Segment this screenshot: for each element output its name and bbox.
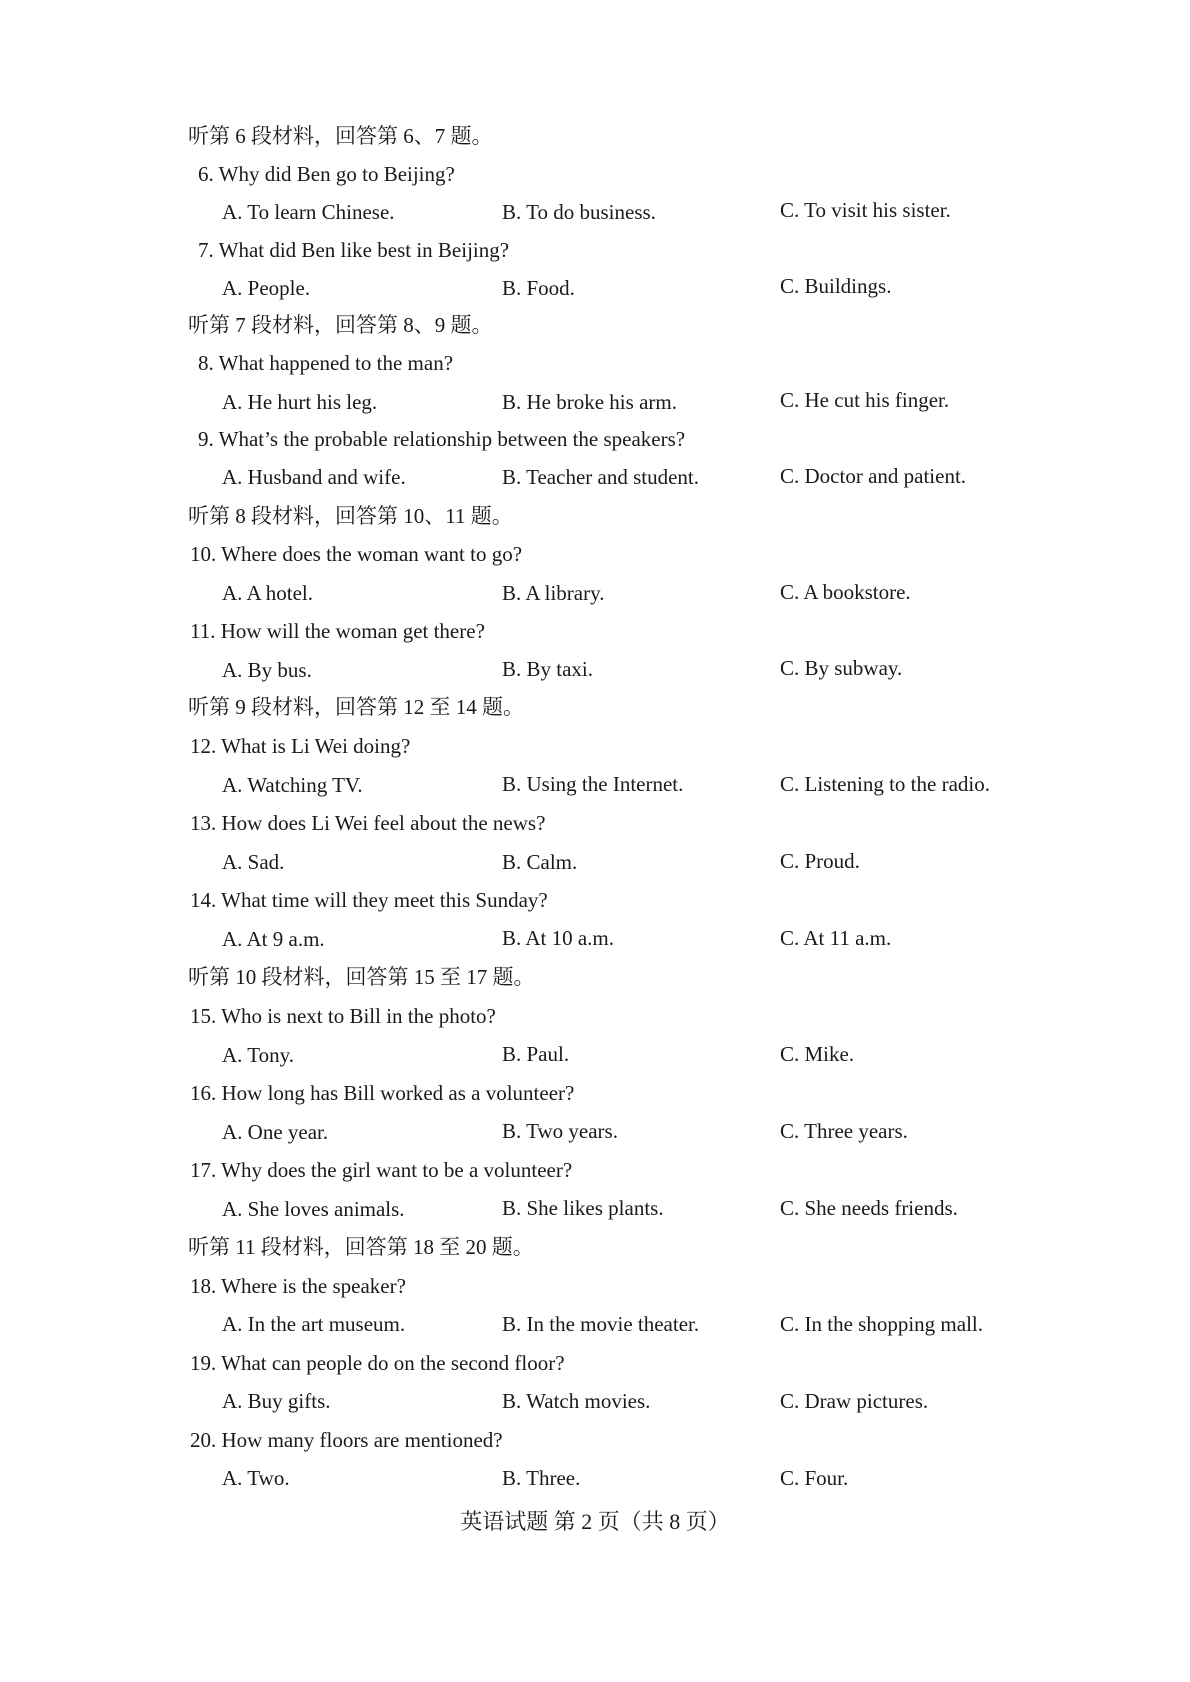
question-stem: 11. How will the woman get there? [190, 619, 485, 643]
question-stem: 20. How many floors are mentioned? [190, 1428, 503, 1452]
option-c: C. He cut his finger. [780, 388, 950, 412]
option-c: C. Draw pictures. [780, 1389, 929, 1413]
option-a: A. She loves animals. [222, 1197, 405, 1221]
option-a: A. One year. [222, 1120, 329, 1144]
question-stem: 19. What can people do on the second floor? [190, 1351, 565, 1375]
option-a: A. To learn Chinese. [222, 200, 395, 224]
option-b: B. In the movie theater. [502, 1312, 700, 1336]
option-c: C. Proud. [780, 849, 860, 873]
page-footer: 英语试题 第 2 页（共 8 页） [460, 1509, 730, 1534]
question-stem: 13. How does Li Wei feel about the news? [190, 811, 546, 835]
option-a: A. People. [222, 276, 311, 300]
question-stem: 12. What is Li Wei doing? [190, 734, 411, 758]
option-b: B. She likes plants. [502, 1196, 664, 1220]
option-c: C. A bookstore. [780, 580, 911, 604]
option-b: B. Food. [502, 276, 575, 300]
option-a: A. Tony. [222, 1043, 295, 1067]
option-b: B. Paul. [502, 1042, 570, 1066]
option-b: B. He broke his arm. [502, 390, 677, 414]
question-stem: 6. Why did Ben go to Beijing? [198, 162, 455, 186]
option-b: B. By taxi. [502, 657, 594, 681]
option-c: C. By subway. [780, 656, 903, 680]
option-b: B. At 10 a.m. [502, 926, 615, 950]
section-heading: 听第 6 段材料，回答第 6、7 题。 [188, 124, 493, 148]
section-heading: 听第 10 段材料，回答第 15 至 17 题。 [188, 965, 535, 989]
option-a: A. He hurt his leg. [222, 390, 378, 414]
question-stem: 8. What happened to the man? [198, 351, 454, 375]
option-a: A. At 9 a.m. [222, 927, 325, 951]
question-stem: 9. What’s the probable relationship between the speakers? [198, 427, 686, 451]
option-a: A. Husband and wife. [222, 465, 406, 489]
option-a: A. By bus. [222, 658, 312, 682]
option-c: C. To visit his sister. [780, 198, 951, 222]
section-heading: 听第 7 段材料，回答第 8、9 题。 [188, 313, 493, 337]
option-b: B. Two years. [502, 1119, 618, 1143]
option-c: C. Mike. [780, 1042, 855, 1066]
option-b: B. Using the Internet. [502, 772, 684, 796]
option-c: C. Three years. [780, 1119, 908, 1143]
question-stem: 16. How long has Bill worked as a volunteer? [190, 1081, 575, 1105]
question-stem: 10. Where does the woman want to go? [190, 542, 523, 566]
option-a: A. Two. [222, 1466, 290, 1490]
section-heading: 听第 9 段材料，回答第 12 至 14 题。 [188, 695, 524, 719]
option-c: C. In the shopping mall. [780, 1312, 983, 1336]
option-c: C. Doctor and patient. [780, 464, 967, 488]
question-stem: 15. Who is next to Bill in the photo? [190, 1004, 496, 1028]
option-b: B. Teacher and student. [502, 465, 699, 489]
question-stem: 7. What did Ben like best in Beijing? [198, 238, 510, 262]
option-b: B. Watch movies. [502, 1389, 651, 1413]
option-c: C. She needs friends. [780, 1196, 958, 1220]
option-c: C. Buildings. [780, 274, 892, 298]
question-stem: 18. Where is the speaker? [190, 1274, 406, 1298]
question-stem: 17. Why does the girl want to be a volunteer? [190, 1158, 573, 1182]
option-b: B. A library. [502, 581, 605, 605]
option-b: B. Calm. [502, 850, 578, 874]
section-heading: 听第 11 段材料，回答第 18 至 20 题。 [188, 1235, 534, 1259]
option-b: B. To do business. [502, 200, 656, 224]
option-a: A. Buy gifts. [222, 1389, 331, 1413]
option-c: C. Listening to the radio. [780, 772, 990, 796]
option-c: C. At 11 a.m. [780, 926, 892, 950]
option-a: A. In the art museum. [222, 1312, 406, 1336]
option-c: C. Four. [780, 1466, 849, 1490]
option-a: A. A hotel. [222, 581, 314, 605]
option-a: A. Watching TV. [222, 773, 363, 797]
option-b: B. Three. [502, 1466, 581, 1490]
section-heading: 听第 8 段材料，回答第 10、11 题。 [188, 504, 513, 528]
option-a: A. Sad. [222, 850, 285, 874]
question-stem: 14. What time will they meet this Sunday? [190, 888, 548, 912]
